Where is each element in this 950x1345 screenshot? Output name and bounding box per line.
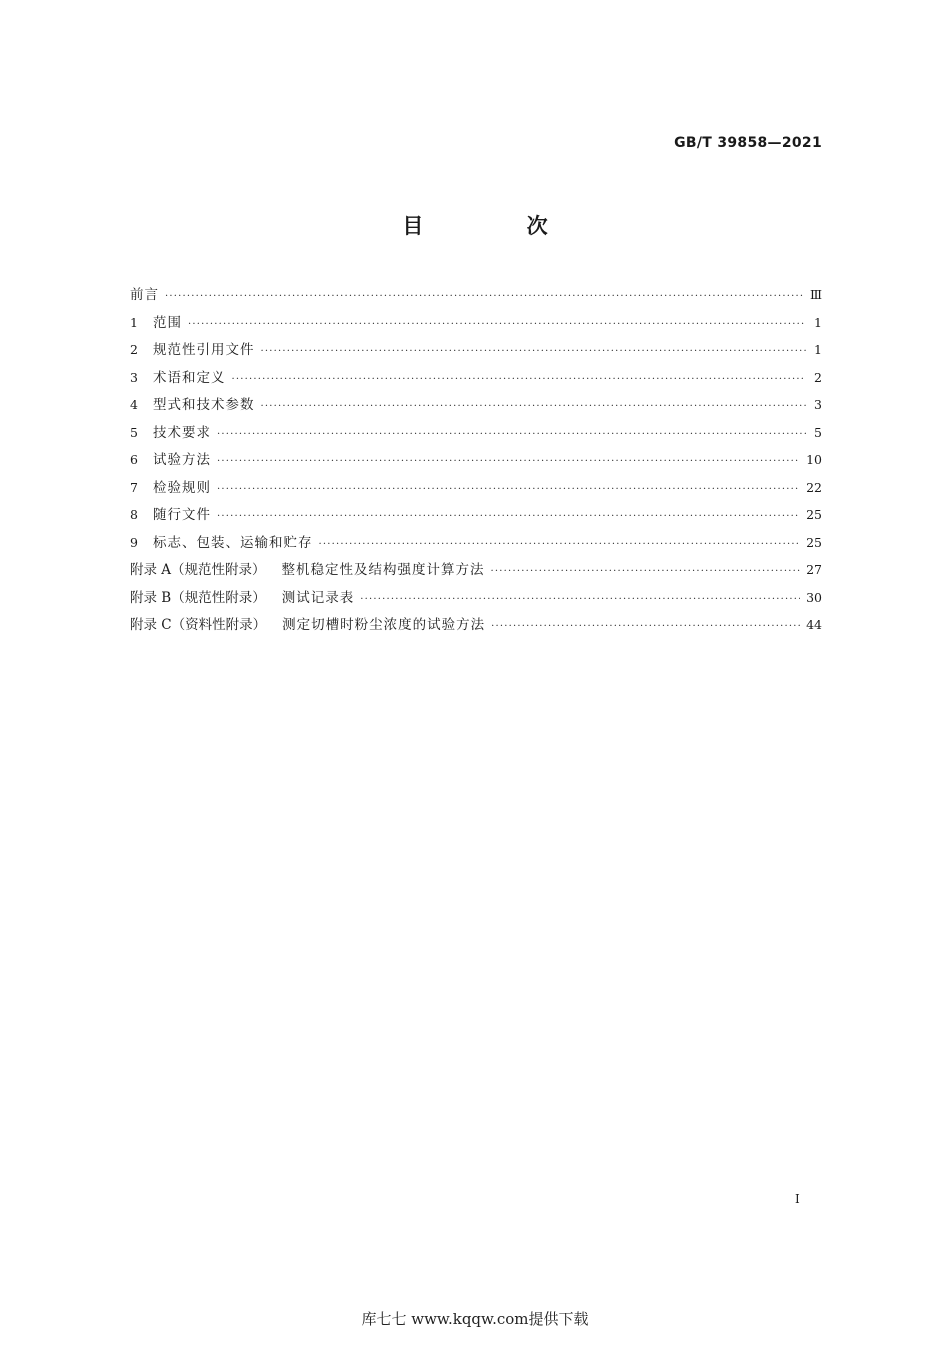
toc-entry-label: 测定切槽时粉尘浓度的试验方法 xyxy=(282,617,486,633)
toc-entry-page: 1 xyxy=(814,314,822,330)
toc-entry-number: 2 xyxy=(130,342,138,357)
toc-entry-label: 术语和定义 xyxy=(153,369,226,386)
standard-number: GB/T 39858—2021 xyxy=(674,135,822,151)
toc-leader-dots xyxy=(360,594,800,605)
toc-entry-number: 1 xyxy=(130,314,138,330)
toc-entry-page: Ⅲ xyxy=(809,287,822,302)
toc-entry-number: 5 xyxy=(130,424,138,440)
toc-entry-page: 27 xyxy=(806,562,822,577)
toc-entry-label: 前言 xyxy=(130,287,159,303)
page-number: I xyxy=(795,1192,800,1206)
toc-leader-dots xyxy=(165,291,804,302)
toc-entry-appendix: 附录 A（规范性附录） xyxy=(130,562,266,578)
toc-entry[interactable] xyxy=(130,586,822,614)
download-footer: 库七七 www.kqqw.com提供下载 xyxy=(361,1310,589,1328)
toc-entry-number: 6 xyxy=(130,452,138,467)
toc-leader-dots xyxy=(319,539,801,550)
toc-entry-label: 随行文件 xyxy=(153,507,211,523)
toc-entry-page: 30 xyxy=(806,589,822,605)
toc-entry-label: 型式和技术参数 xyxy=(153,397,255,413)
toc-leader-dots xyxy=(261,346,807,357)
toc-entry[interactable] xyxy=(130,338,822,366)
toc-entry[interactable] xyxy=(130,421,822,449)
toc-entry-appendix: 附录 B（规范性附录） xyxy=(130,589,266,606)
toc-entry[interactable] xyxy=(130,476,822,504)
toc-entry-label: 整机稳定性及结构强度计算方法 xyxy=(281,562,485,578)
toc-leader-dots xyxy=(491,621,800,632)
toc-entry[interactable] xyxy=(130,366,822,394)
toc-entry[interactable] xyxy=(130,531,822,559)
toc-entry-label: 检验规则 xyxy=(153,479,211,496)
toc-entry-label: 试验方法 xyxy=(153,452,211,468)
toc-entry[interactable] xyxy=(130,448,822,476)
toc-entry-page: 25 xyxy=(806,534,822,550)
toc-entry[interactable] xyxy=(130,311,822,339)
toc-entry-number: 3 xyxy=(130,369,138,385)
toc-entry-label: 标志、包装、运输和贮存 xyxy=(153,534,313,551)
toc-leader-dots xyxy=(491,566,801,577)
toc-entry[interactable] xyxy=(130,393,822,421)
toc-entry-page: 10 xyxy=(806,452,822,467)
toc-leader-dots xyxy=(217,484,800,495)
toc-entry-label: 规范性引用文件 xyxy=(153,342,255,358)
table-of-contents xyxy=(130,283,822,641)
toc-leader-dots xyxy=(217,511,800,522)
toc-entry-page: 22 xyxy=(806,479,822,495)
toc-entry-page: 3 xyxy=(814,397,822,412)
toc-entry-number: 9 xyxy=(130,534,138,550)
toc-entry-appendix: 附录 C（资料性附录） xyxy=(130,617,267,633)
toc-entry-label: 测试记录表 xyxy=(281,589,355,606)
toc-entry-label: 技术要求 xyxy=(153,424,211,441)
toc-entry[interactable] xyxy=(130,558,822,586)
toc-entry-page: 2 xyxy=(814,369,822,385)
toc-leader-dots xyxy=(217,429,806,440)
toc-entry-label: 范围 xyxy=(153,314,182,331)
toc-entry-page: 44 xyxy=(806,617,822,632)
toc-leader-dots xyxy=(188,319,806,330)
toc-entry[interactable] xyxy=(130,613,822,641)
toc-entry[interactable] xyxy=(130,283,822,311)
toc-leader-dots xyxy=(217,456,800,467)
toc-entry-number: 4 xyxy=(130,397,138,412)
toc-entry-page: 1 xyxy=(814,342,822,357)
toc-entry[interactable] xyxy=(130,503,822,531)
toc-entry-number: 8 xyxy=(130,507,138,522)
toc-entry-page: 25 xyxy=(806,507,822,522)
toc-leader-dots xyxy=(261,401,807,412)
toc-leader-dots xyxy=(232,374,807,385)
toc-entry-page: 5 xyxy=(814,424,822,440)
toc-entry-number: 7 xyxy=(130,479,138,495)
toc-title: 目 次 xyxy=(402,214,596,238)
